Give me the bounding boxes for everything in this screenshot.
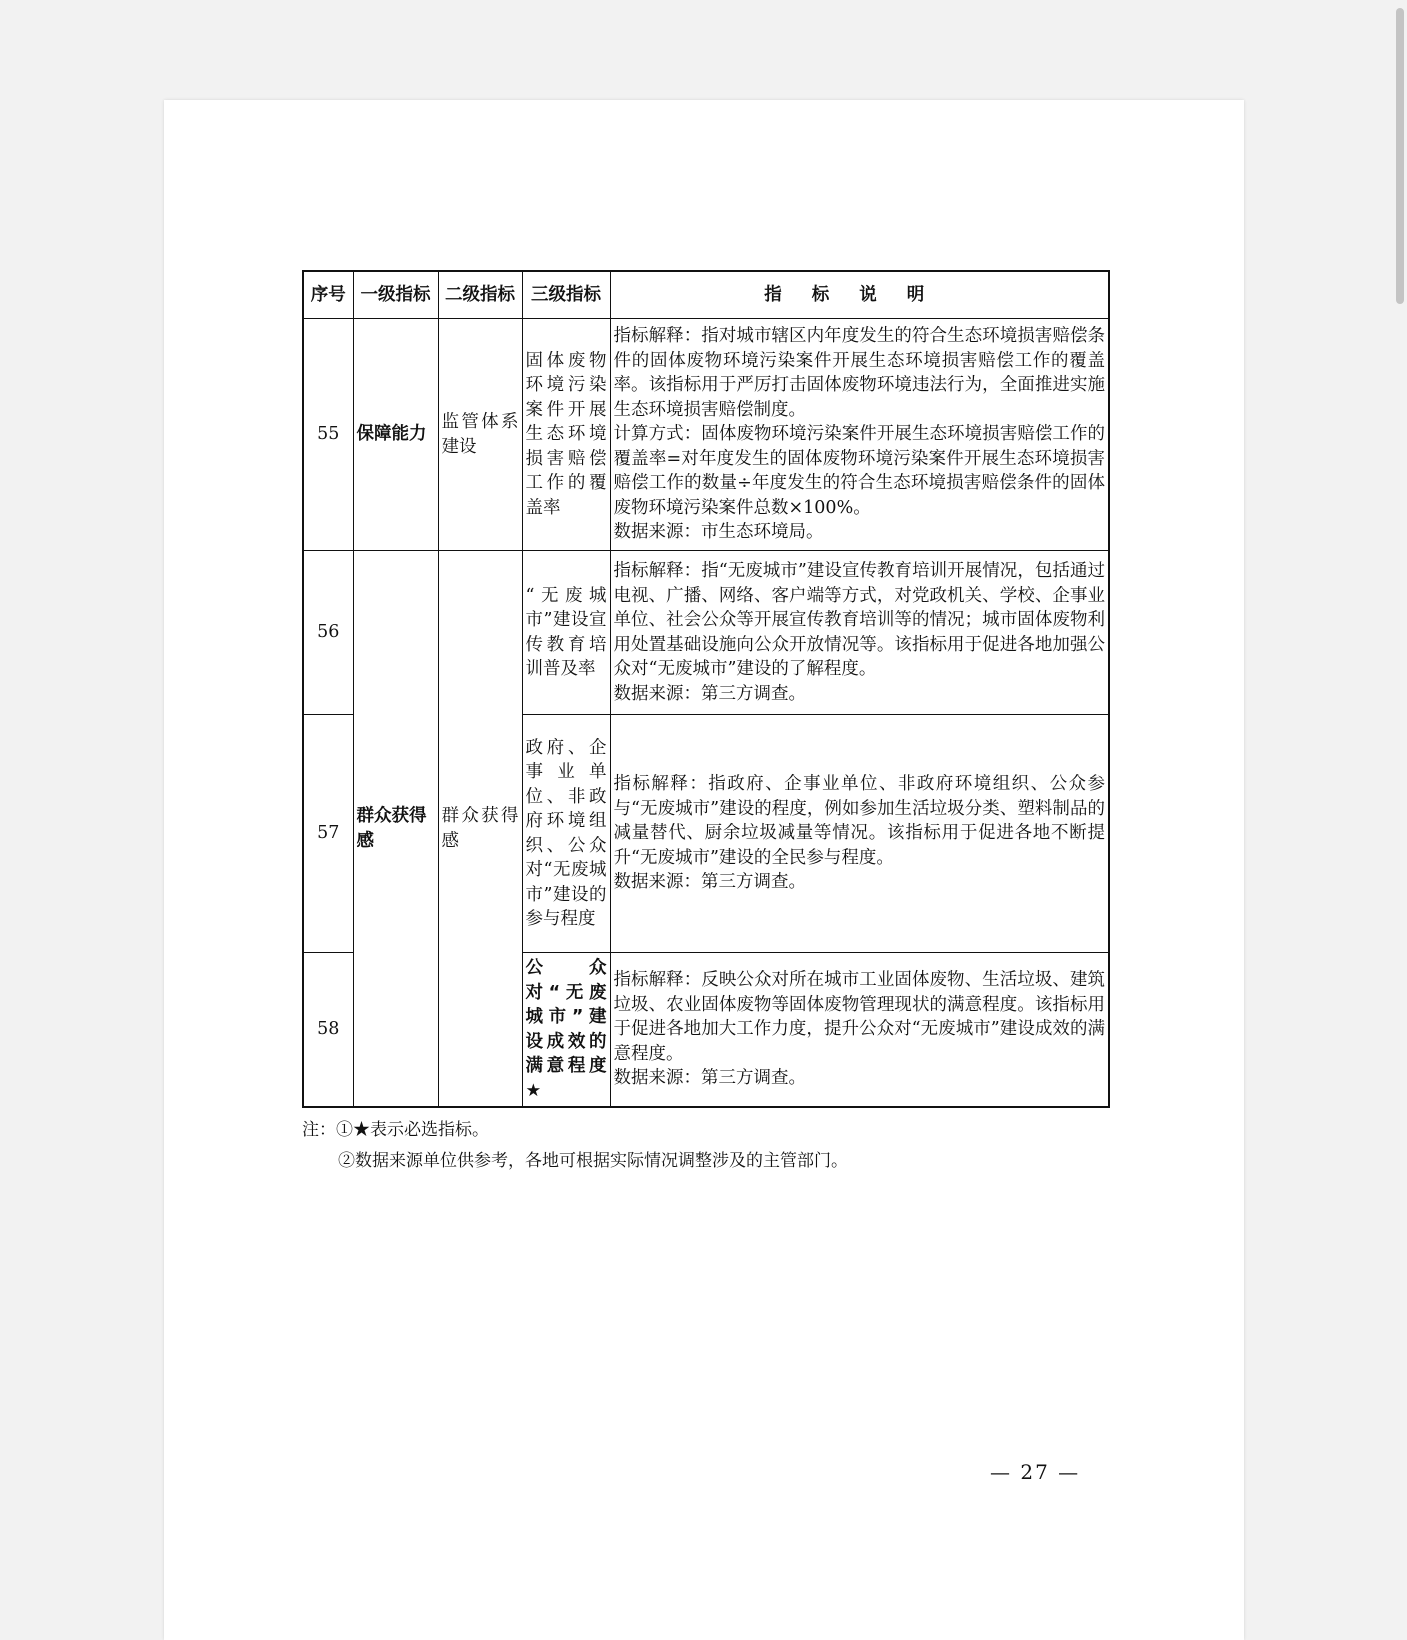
table-row: [303, 551, 1109, 715]
desc-explanation: 指标解释：指对城市辖区内年度发生的符合生态环境损害赔偿条件的固体废物环境污染案件开展生态环境损害赔偿工作的覆盖率。该指标用于严厉打击固体废物环境违法行为，全面推进实施生态环境损害赔偿制度。: [613, 326, 1105, 420]
desc-source: 数据来源：第三方调查。: [613, 683, 806, 704]
header-level3: 三级指标: [522, 271, 610, 319]
level3-cell: 政府、企事业单位、非政府环境组织、公众对“无废城市”建设的参与程度: [522, 715, 610, 953]
header-level2: 二级指标: [438, 271, 522, 319]
level3-cell: “无废城市”建设宣传教育培训普及率: [522, 551, 610, 715]
level3-cell: 固体废物环境污染案件开展生态环境损害赔偿工作的覆盖率: [522, 319, 610, 551]
description-cell: [610, 551, 1109, 715]
indicator-table: [302, 270, 1110, 1108]
level1-cell: 保障能力: [353, 319, 438, 551]
desc-explanation: 指标解释：指政府、企事业单位、非政府环境组织、公众参与“无废城市”建设的程度，例如参加生活垃圾分类、塑料制品的减量替代、厨余垃圾减量等情况。该指标用于促进各地不断提升“无废城市”建设的全民参与程度。: [613, 774, 1105, 868]
scrollbar-thumb[interactable]: [1396, 8, 1404, 304]
desc-source: 数据来源：第三方调查。: [613, 1068, 806, 1089]
desc-calculation: 计算方式：固体废物环境污染案件开展生态环境损害赔偿工作的覆盖率=对年度发生的固体废物环境污染案件开展生态环境损害赔偿工作的数量÷年度发生的符合生态环境损害赔偿条件的固体废物环境污染案件总数×100%。: [613, 424, 1105, 518]
vertical-scrollbar[interactable]: [1393, 0, 1407, 1627]
header-desc: 指标说明: [610, 271, 1109, 319]
row-number: 56: [303, 551, 353, 715]
row-number: 57: [303, 715, 353, 953]
row-number: 58: [303, 953, 353, 1108]
desc-explanation: 指标解释：指“无废城市”建设宣传教育培训开展情况，包括通过电视、广播、网络、客户端等方式，对党政机关、学校、企事业单位、社会公众等开展宣传教育培训等的情况；城市固体废物利用处置基础设施向公众开放情况等。该指标用于促进各地加强公众对“无废城市”建设的了解程度。: [613, 561, 1105, 679]
page-number: — 27 —: [990, 1460, 1081, 1484]
header-seq: 序号: [303, 271, 353, 319]
note-data-source: ②数据来源单位供参考，各地可根据实际情况调整涉及的主管部门。: [338, 1151, 848, 1171]
level2-cell: 监管体系建设: [438, 319, 522, 551]
desc-source: 数据来源：市生态环境局。: [613, 522, 824, 543]
table-row: [303, 319, 1109, 551]
table-header-row: [303, 271, 1109, 319]
level1-group-cell: 群众获得感: [353, 551, 438, 1108]
level2-group-cell: 群众获得感: [438, 551, 522, 1108]
table-notes: [302, 1115, 848, 1177]
desc-source: 数据来源：第三方调查。: [613, 872, 806, 893]
desc-explanation: 指标解释：反映公众对所在城市工业固体废物、生活垃圾、建筑垃圾、农业固体废物等固体废物管理现状的满意程度。该指标用于促进各地加大工作力度，提升公众对“无废城市”建设成效的满意程度。: [613, 970, 1105, 1064]
description-cell: [610, 953, 1109, 1108]
row-number: 55: [303, 319, 353, 551]
note-required-indicator: 注：①★表示必选指标。: [302, 1120, 489, 1140]
description-cell: [610, 715, 1109, 953]
header-level1: 一级指标: [353, 271, 438, 319]
description-cell: [610, 319, 1109, 551]
level3-cell: 公众对“无废城市”建设成效的满意程度★: [522, 953, 610, 1108]
